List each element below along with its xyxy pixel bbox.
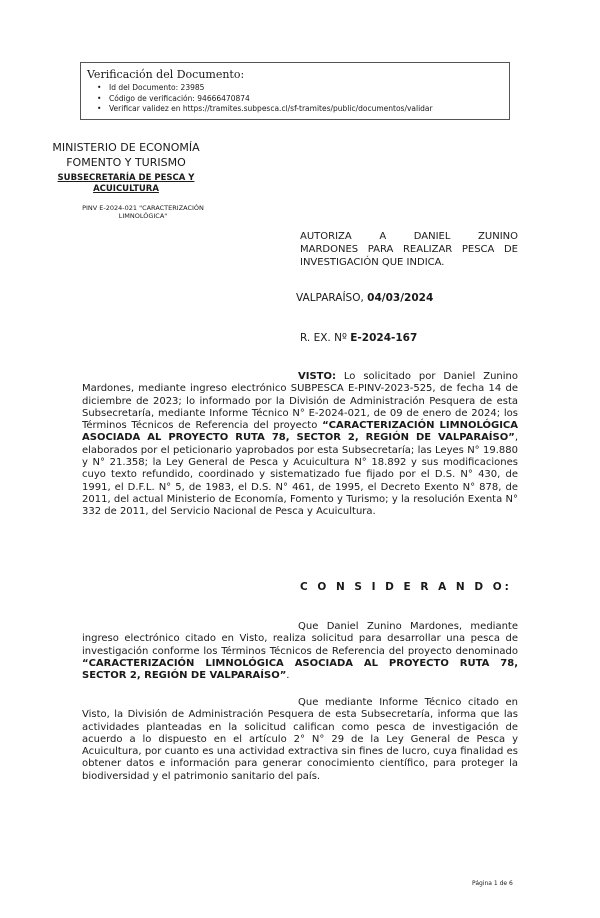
date-value: 04/03/2024 bbox=[367, 292, 434, 304]
considerando-title: C O N S I D E R A N D O: bbox=[300, 581, 512, 593]
date-place: VALPARAÍSO, bbox=[296, 292, 364, 304]
cons1-end: . bbox=[286, 670, 290, 682]
visto-project-name: “CARACTERIZACIÓN LIMNOLÓGICA ASOCIADA AL PROYECTO RUTA 78, SECTOR 2, REGIÓN DE VALPARAÍSO” bbox=[82, 420, 518, 444]
resolution-number: E-2024-167 bbox=[350, 332, 418, 344]
verification-code: • Código de verificación: 94666470874 bbox=[109, 94, 503, 105]
verification-doc-id: • Id del Documento: 23985 bbox=[109, 83, 503, 94]
resolution-prefix: R. EX. Nº bbox=[300, 332, 347, 344]
resolution-number-line bbox=[300, 332, 417, 344]
visto-text2: , elaborados por el peticionario yaprobados por esta Subsecretaría; las Leyes N° 19.880 y N° 21.358; la Ley General de Pesca y Acuicultura N° 18.892 y sus modificaciones cuyo texto refundido, coordinado y sistematizado fue fijado por el D.S. N° 430, de 1991, el D.F.L. N° 5, de 1983, el D.S. N° 461, de 1995, el Decreto Exento N° 878, de 2011, del actual Ministerio de Economía, Fomento y Turismo; y la resolución Exenta N° 332 de 2011, del Servicio Nacional de Pesca y Acuicultura. bbox=[82, 432, 518, 518]
verification-list bbox=[87, 83, 503, 115]
summary-line1: AUTORIZA A DANIEL ZUNINO bbox=[300, 231, 518, 242]
cons2-text: Que mediante Informe Técnico citado en Visto, la División de Administración Pesquera de esta Subsecretaría, informa que las actividades planteadas en la solicitud califican como pesca de investigación de acuerdo a lo dispuesto en el artículo 2° N° 29 de la Ley General de Pesca y Acuicultura, por cuanto es una actividad extractiva sin fines de lucro, cuya finalidad es obtener datos e información para generar conocimiento científico, para proteger la biodiversidad y el patrimonio sanitario del país. bbox=[82, 697, 518, 782]
visto-label: VISTO: bbox=[298, 371, 336, 382]
considerando-paragraph-1 bbox=[82, 621, 518, 682]
verification-url[interactable]: • Verificar validez en https://tramites.subpesca.cl/sf-tramites/public/documentos/validar bbox=[109, 104, 503, 115]
summary-line2: MARDONES PARA REALIZAR PESCA DE bbox=[300, 244, 518, 255]
cons1-text: Que Daniel Zunino Mardones, mediante ingreso electrónico citado en Visto, realiza solicitud para desarrollar una pesca de investigación conforme los Términos Técnicos de Referencia del proyecto denominado bbox=[82, 621, 518, 657]
subsecretaria-heading bbox=[36, 173, 216, 195]
verification-title: Verificación del Documento: bbox=[87, 68, 245, 81]
pinv-reference: PINV E-2024-021 "CARACTERIZACIÓN LIMNOLÓGICA" bbox=[82, 204, 204, 220]
subsecretaria-label: SUBSECRETARÍA DE PESCA Y ACUICULTURA bbox=[57, 173, 195, 194]
ministry-heading bbox=[36, 140, 216, 170]
considerando-paragraph-2 bbox=[82, 697, 518, 783]
page-number: Página 1 de 6 bbox=[472, 880, 513, 887]
summary-line3: INVESTIGACIÓN QUE INDICA. bbox=[300, 257, 445, 268]
visto-paragraph bbox=[82, 371, 518, 519]
verification-box bbox=[80, 62, 510, 120]
date-line bbox=[296, 292, 433, 304]
resolution-summary bbox=[300, 230, 518, 269]
visto-text1: Lo solicitado por Daniel Zunino Mardones, mediante ingreso electrónico SUBPESCA E-PINV-2023-525, de fecha 14 de diciembre de 2023; lo informado por la División de Administración Pesquera de esta Subsecretaría, mediante Informe Técnico N° E-2024-021, de 09 de enero de 2024; los Términos Técnicos de Referencia del proyecto bbox=[82, 371, 518, 432]
ministry-line2: FOMENTO Y TURISMO bbox=[66, 156, 186, 169]
cons1-project-name: “CARACTERIZACIÓN LIMNOLÓGICA ASOCIADA AL PROYECTO RUTA 78, SECTOR 2, REGIÓN DE VALPARAÍSO” bbox=[82, 657, 518, 682]
ministry-line1: MINISTERIO DE ECONOMÍA bbox=[52, 141, 200, 154]
